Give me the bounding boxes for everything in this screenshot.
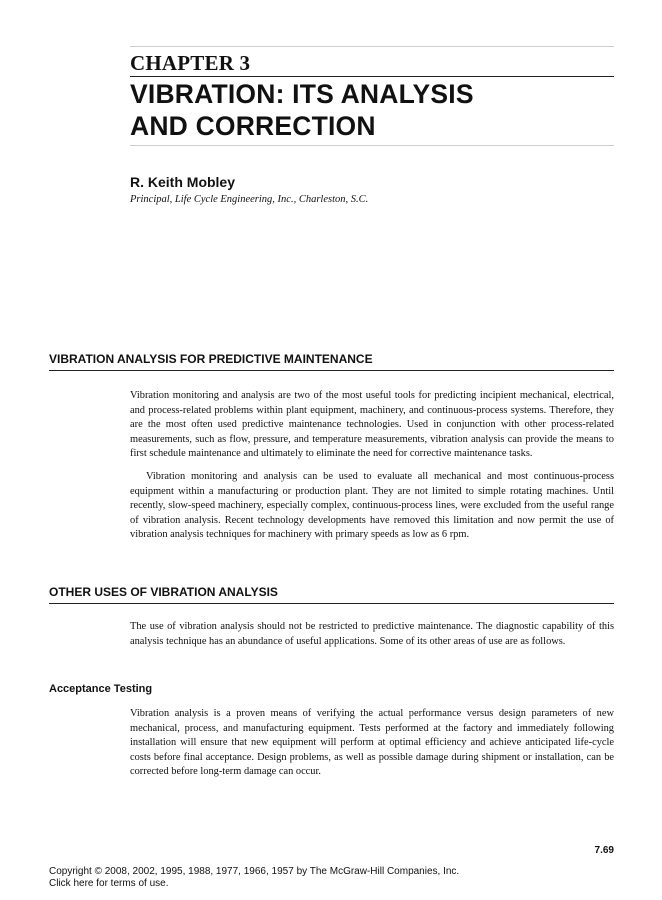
chapter-title-line-1: VIBRATION: ITS ANALYSIS <box>130 79 474 109</box>
terms-of-use-link[interactable]: Click here for terms of use. <box>49 878 169 889</box>
page-number: 7.69 <box>594 845 614 856</box>
subsection-heading-acceptance-testing: Acceptance Testing <box>49 683 153 695</box>
paragraph: Vibration monitoring and analysis can be used to evaluate all mechanical and most continuous-process equipment within a manufacturing or production plant. They are not limited to simple rotating machines. Until recently, slow-speed machinery, especially complex, continuous-process lines, were excluded from the useful range of vibration analysis. Recent technology developments have removed this limitation and now permit the use of vibration analysis techniques for machinery with primary speeds as low as 6 rpm. <box>130 471 614 541</box>
title-rule <box>130 145 614 146</box>
chapter-title-line-2: AND CORRECTION <box>130 111 376 141</box>
author-name: R. Keith Mobley <box>130 174 236 190</box>
paragraph: Vibration analysis is a proven means of verifying the actual performance versus design parameters of new mechanical, process, and manufacturing equipment. Tests performed at the factory and immediately following installation will ensure that new equipment will perform at optimal efficiency and achieve anticipated life-cycle costs before final acceptance. Design problems, as well as possible damage during shipment or installation, can be corrected before long-term damage can occur. <box>130 708 614 778</box>
section-heading-predictive-maintenance: VIBRATION ANALYSIS FOR PREDICTIVE MAINTENANCE <box>49 352 614 371</box>
chapter-rule <box>130 76 614 77</box>
author-affiliation: Principal, Life Cycle Engineering, Inc., Charleston, S.C. <box>130 194 369 205</box>
section-heading-other-uses: OTHER USES OF VIBRATION ANALYSIS <box>49 585 614 604</box>
copyright-notice: Copyright © 2008, 2002, 1995, 1988, 1977, 1966, 1957 by The McGraw-Hill Companies, Inc. <box>49 866 460 877</box>
chapter-label: CHAPTER 3 <box>130 51 251 75</box>
footer <box>49 866 459 890</box>
paragraph: The use of vibration analysis should not be restricted to predictive maintenance. The diagnostic capability of this analysis technique has an abundance of useful applications. Some of its other areas of use are as follows. <box>130 621 614 647</box>
chapter-header <box>130 46 614 146</box>
paragraph: Vibration monitoring and analysis are two of the most useful tools for predicting incipient mechanical, electrical, and process-related problems within plant equipment, machinery, and continuous-process systems. Therefore, they are the most often used predictive maintenance technologies. Used in conjunction with other process-related measurements, such as flow, pressure, and temperature measurements, vibration analysis can provide the means to first schedule maintenance and ultimately to eliminate the need for corrective maintenance tasks. <box>130 390 614 460</box>
top-rule <box>130 46 614 47</box>
